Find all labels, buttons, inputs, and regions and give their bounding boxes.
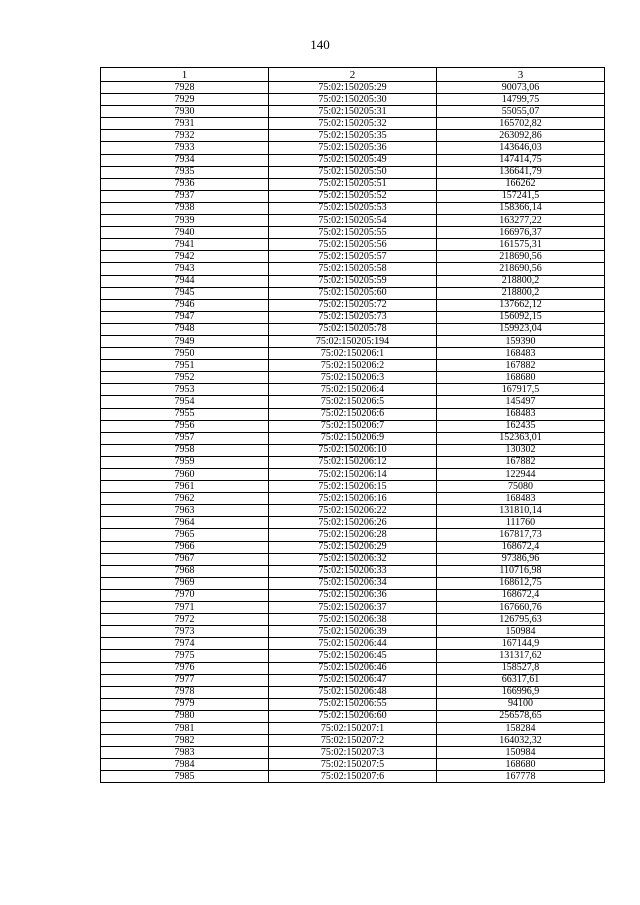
table-row	[101, 360, 605, 372]
row-number-cell: 7983	[101, 747, 269, 759]
row-number-cell: 7976	[101, 662, 269, 674]
value-cell: 122944	[437, 469, 605, 481]
table-row	[101, 287, 605, 299]
row-number-cell: 7968	[101, 565, 269, 577]
value-cell: 168483	[437, 348, 605, 360]
cadastral-number-cell: 75:02:150206:55	[269, 698, 437, 710]
cadastral-number-cell: 75:02:150206:60	[269, 710, 437, 722]
row-number-cell: 7961	[101, 481, 269, 493]
table-row	[101, 263, 605, 275]
value-cell: 166976,37	[437, 227, 605, 239]
row-number-cell: 7984	[101, 759, 269, 771]
cadastral-number-cell: 75:02:150206:1	[269, 348, 437, 360]
row-number-cell: 7934	[101, 154, 269, 166]
row-number-cell: 7972	[101, 614, 269, 626]
column-header-1: 1	[101, 68, 269, 82]
value-cell: 168672,4	[437, 589, 605, 601]
table-row	[101, 614, 605, 626]
table-row	[101, 565, 605, 577]
cadastral-number-cell: 75:02:150205:32	[269, 118, 437, 130]
value-cell: 158366,14	[437, 202, 605, 214]
value-cell: 218690,56	[437, 263, 605, 275]
row-number-cell: 7933	[101, 142, 269, 154]
cadastral-number-cell: 75:02:150207:6	[269, 771, 437, 783]
value-cell: 164032,32	[437, 735, 605, 747]
cadastral-number-cell: 75:02:150206:6	[269, 408, 437, 420]
row-number-cell: 7982	[101, 735, 269, 747]
cadastral-number-cell: 75:02:150205:52	[269, 190, 437, 202]
table-row	[101, 130, 605, 142]
value-cell: 168680	[437, 759, 605, 771]
row-number-cell: 7950	[101, 348, 269, 360]
cadastral-number-cell: 75:02:150206:22	[269, 505, 437, 517]
cadastral-number-cell: 75:02:150205:57	[269, 251, 437, 263]
row-number-cell: 7943	[101, 263, 269, 275]
row-number-cell: 7931	[101, 118, 269, 130]
row-number-cell: 7974	[101, 638, 269, 650]
cadastral-number-cell: 75:02:150205:49	[269, 154, 437, 166]
value-cell: 218800,2	[437, 275, 605, 287]
table-row	[101, 178, 605, 190]
table-row	[101, 674, 605, 686]
cadastral-number-cell: 75:02:150206:38	[269, 614, 437, 626]
table-row	[101, 142, 605, 154]
value-cell: 168672,4	[437, 541, 605, 553]
table-row	[101, 481, 605, 493]
table-row	[101, 432, 605, 444]
value-cell: 168612,75	[437, 577, 605, 589]
value-cell: 94100	[437, 698, 605, 710]
table-row	[101, 275, 605, 287]
row-number-cell: 7955	[101, 408, 269, 420]
table-row	[101, 118, 605, 130]
row-number-cell: 7945	[101, 287, 269, 299]
table-row	[101, 348, 605, 360]
cadastral-number-cell: 75:02:150206:33	[269, 565, 437, 577]
row-number-cell: 7971	[101, 602, 269, 614]
row-number-cell: 7952	[101, 372, 269, 384]
table-row	[101, 650, 605, 662]
row-number-cell: 7953	[101, 384, 269, 396]
row-number-cell: 7964	[101, 517, 269, 529]
table-row	[101, 408, 605, 420]
table-row	[101, 541, 605, 553]
row-number-cell: 7936	[101, 178, 269, 190]
cadastral-number-cell: 75:02:150206:28	[269, 529, 437, 541]
row-number-cell: 7973	[101, 626, 269, 638]
table-row	[101, 589, 605, 601]
value-cell: 165702,82	[437, 118, 605, 130]
cadastral-number-cell: 75:02:150205:29	[269, 82, 437, 94]
row-number-cell: 7951	[101, 360, 269, 372]
value-cell: 55055,07	[437, 106, 605, 118]
row-number-cell: 7959	[101, 456, 269, 468]
cadastral-number-cell: 75:02:150206:47	[269, 674, 437, 686]
cadastral-number-cell: 75:02:150206:45	[269, 650, 437, 662]
cadastral-number-cell: 75:02:150205:50	[269, 166, 437, 178]
table-row	[101, 82, 605, 94]
table-row	[101, 227, 605, 239]
cadastral-number-cell: 75:02:150206:9	[269, 432, 437, 444]
value-cell: 126795,63	[437, 614, 605, 626]
row-number-cell: 7946	[101, 299, 269, 311]
table-row	[101, 323, 605, 335]
row-number-cell: 7932	[101, 130, 269, 142]
table-row	[101, 602, 605, 614]
value-cell: 14799,75	[437, 94, 605, 106]
row-number-cell: 7960	[101, 469, 269, 481]
row-number-cell: 7969	[101, 577, 269, 589]
value-cell: 110716,98	[437, 565, 605, 577]
row-number-cell: 7929	[101, 94, 269, 106]
cadastral-number-cell: 75:02:150206:12	[269, 456, 437, 468]
cadastral-number-cell: 75:02:150206:48	[269, 686, 437, 698]
cadastral-number-cell: 75:02:150205:54	[269, 215, 437, 227]
row-number-cell: 7939	[101, 215, 269, 227]
value-cell: 137662,12	[437, 299, 605, 311]
table-row	[101, 626, 605, 638]
cadastral-number-cell: 75:02:150205:72	[269, 299, 437, 311]
table-row	[101, 686, 605, 698]
table-row	[101, 577, 605, 589]
row-number-cell: 7935	[101, 166, 269, 178]
value-cell: 150984	[437, 747, 605, 759]
row-number-cell: 7985	[101, 771, 269, 783]
row-number-cell: 7956	[101, 420, 269, 432]
row-number-cell: 7965	[101, 529, 269, 541]
table-row	[101, 638, 605, 650]
table-row	[101, 469, 605, 481]
column-header-2: 2	[269, 68, 437, 82]
table-row	[101, 759, 605, 771]
table-row	[101, 94, 605, 106]
value-cell: 167917,5	[437, 384, 605, 396]
cadastral-number-cell: 75:02:150206:3	[269, 372, 437, 384]
cadastral-number-cell: 75:02:150205:56	[269, 239, 437, 251]
cadastral-number-cell: 75:02:150206:29	[269, 541, 437, 553]
row-number-cell: 7944	[101, 275, 269, 287]
table-row	[101, 456, 605, 468]
value-cell: 256578,65	[437, 710, 605, 722]
value-cell: 159923,04	[437, 323, 605, 335]
cadastral-number-cell: 75:02:150206:37	[269, 602, 437, 614]
value-cell: 167144,9	[437, 638, 605, 650]
cadastral-number-cell: 75:02:150206:39	[269, 626, 437, 638]
table-row	[101, 299, 605, 311]
table-row	[101, 747, 605, 759]
table-row	[101, 251, 605, 263]
row-number-cell: 7947	[101, 311, 269, 323]
row-number-cell: 7958	[101, 444, 269, 456]
table-row	[101, 335, 605, 347]
table-row	[101, 722, 605, 734]
cadastral-number-cell: 75:02:150206:15	[269, 481, 437, 493]
table-row	[101, 698, 605, 710]
table-row	[101, 420, 605, 432]
value-cell: 131810,14	[437, 505, 605, 517]
value-cell: 166996,9	[437, 686, 605, 698]
value-cell: 145497	[437, 396, 605, 408]
value-cell: 161575,31	[437, 239, 605, 251]
value-cell: 167660,76	[437, 602, 605, 614]
cadastral-number-cell: 75:02:150206:10	[269, 444, 437, 456]
row-number-cell: 7928	[101, 82, 269, 94]
table-row	[101, 662, 605, 674]
cadastral-number-cell: 75:02:150205:31	[269, 106, 437, 118]
value-cell: 218800,2	[437, 287, 605, 299]
column-header-3: 3	[437, 68, 605, 82]
cadastral-number-cell: 75:02:150206:16	[269, 493, 437, 505]
value-cell: 111760	[437, 517, 605, 529]
table-row	[101, 493, 605, 505]
cadastral-number-cell: 75:02:150205:55	[269, 227, 437, 239]
value-cell: 168680	[437, 372, 605, 384]
row-number-cell: 7980	[101, 710, 269, 722]
table-row	[101, 553, 605, 565]
value-cell: 130302	[437, 444, 605, 456]
cadastral-number-cell: 75:02:150205:36	[269, 142, 437, 154]
table-row	[101, 505, 605, 517]
row-number-cell: 7942	[101, 251, 269, 263]
value-cell: 136641,79	[437, 166, 605, 178]
row-number-cell: 7975	[101, 650, 269, 662]
cadastral-number-cell: 75:02:150206:7	[269, 420, 437, 432]
row-number-cell: 7930	[101, 106, 269, 118]
row-number-cell: 7937	[101, 190, 269, 202]
value-cell: 147414,75	[437, 154, 605, 166]
row-number-cell: 7966	[101, 541, 269, 553]
page-number: 140	[310, 37, 330, 52]
value-cell: 156092,15	[437, 311, 605, 323]
row-number-cell: 7949	[101, 335, 269, 347]
cadastral-number-cell: 75:02:150205:58	[269, 263, 437, 275]
cadastral-number-cell: 75:02:150205:194	[269, 335, 437, 347]
value-cell: 167778	[437, 771, 605, 783]
cadastral-number-cell: 75:02:150205:60	[269, 287, 437, 299]
value-cell: 163277,22	[437, 215, 605, 227]
cadastral-number-cell: 75:02:150206:34	[269, 577, 437, 589]
table-row	[101, 239, 605, 251]
data-table	[100, 67, 605, 783]
cadastral-number-cell: 75:02:150207:1	[269, 722, 437, 734]
cadastral-number-cell: 75:02:150207:2	[269, 735, 437, 747]
value-cell: 167882	[437, 456, 605, 468]
value-cell: 162435	[437, 420, 605, 432]
table-row	[101, 166, 605, 178]
value-cell: 218690,56	[437, 251, 605, 263]
table-row	[101, 372, 605, 384]
value-cell: 75080	[437, 481, 605, 493]
value-cell: 66317,61	[437, 674, 605, 686]
value-cell: 263092,86	[437, 130, 605, 142]
table-row	[101, 517, 605, 529]
row-number-cell: 7941	[101, 239, 269, 251]
cadastral-number-cell: 75:02:150206:5	[269, 396, 437, 408]
value-cell: 166262	[437, 178, 605, 190]
table-body	[101, 82, 605, 783]
value-cell: 90073,06	[437, 82, 605, 94]
table-row	[101, 311, 605, 323]
value-cell: 157241,5	[437, 190, 605, 202]
cadastral-number-cell: 75:02:150205:35	[269, 130, 437, 142]
table-row	[101, 710, 605, 722]
row-number-cell: 7977	[101, 674, 269, 686]
table-row	[101, 154, 605, 166]
cadastral-number-cell: 75:02:150206:14	[269, 469, 437, 481]
table-header-row	[101, 68, 605, 82]
row-number-cell: 7970	[101, 589, 269, 601]
cadastral-number-cell: 75:02:150206:36	[269, 589, 437, 601]
value-cell: 158284	[437, 722, 605, 734]
table-row	[101, 529, 605, 541]
value-cell: 150984	[437, 626, 605, 638]
row-number-cell: 7948	[101, 323, 269, 335]
value-cell: 152363,01	[437, 432, 605, 444]
row-number-cell: 7962	[101, 493, 269, 505]
cadastral-number-cell: 75:02:150205:51	[269, 178, 437, 190]
cadastral-number-cell: 75:02:150207:3	[269, 747, 437, 759]
cadastral-number-cell: 75:02:150205:59	[269, 275, 437, 287]
row-number-cell: 7978	[101, 686, 269, 698]
table-row	[101, 771, 605, 783]
value-cell: 159390	[437, 335, 605, 347]
row-number-cell: 7967	[101, 553, 269, 565]
row-number-cell: 7954	[101, 396, 269, 408]
cadastral-number-cell: 75:02:150207:5	[269, 759, 437, 771]
table-row	[101, 444, 605, 456]
value-cell: 168483	[437, 408, 605, 420]
cadastral-number-cell: 75:02:150206:4	[269, 384, 437, 396]
cadastral-number-cell: 75:02:150206:32	[269, 553, 437, 565]
row-number-cell: 7940	[101, 227, 269, 239]
cadastral-number-cell: 75:02:150206:46	[269, 662, 437, 674]
table-row	[101, 384, 605, 396]
table-row	[101, 735, 605, 747]
cadastral-number-cell: 75:02:150205:30	[269, 94, 437, 106]
table-row	[101, 396, 605, 408]
table-row	[101, 202, 605, 214]
value-cell: 168483	[437, 493, 605, 505]
cadastral-number-cell: 75:02:150206:44	[269, 638, 437, 650]
row-number-cell: 7957	[101, 432, 269, 444]
row-number-cell: 7979	[101, 698, 269, 710]
row-number-cell: 7963	[101, 505, 269, 517]
row-number-cell: 7938	[101, 202, 269, 214]
row-number-cell: 7981	[101, 722, 269, 734]
cadastral-number-cell: 75:02:150206:2	[269, 360, 437, 372]
table-row	[101, 190, 605, 202]
value-cell: 167817,73	[437, 529, 605, 541]
table-row	[101, 106, 605, 118]
table-row	[101, 215, 605, 227]
value-cell: 158527,8	[437, 662, 605, 674]
cadastral-number-cell: 75:02:150205:73	[269, 311, 437, 323]
cadastral-number-cell: 75:02:150205:78	[269, 323, 437, 335]
cadastral-number-cell: 75:02:150205:53	[269, 202, 437, 214]
value-cell: 97386,96	[437, 553, 605, 565]
value-cell: 143646,03	[437, 142, 605, 154]
value-cell: 167882	[437, 360, 605, 372]
value-cell: 131317,62	[437, 650, 605, 662]
cadastral-number-cell: 75:02:150206:26	[269, 517, 437, 529]
